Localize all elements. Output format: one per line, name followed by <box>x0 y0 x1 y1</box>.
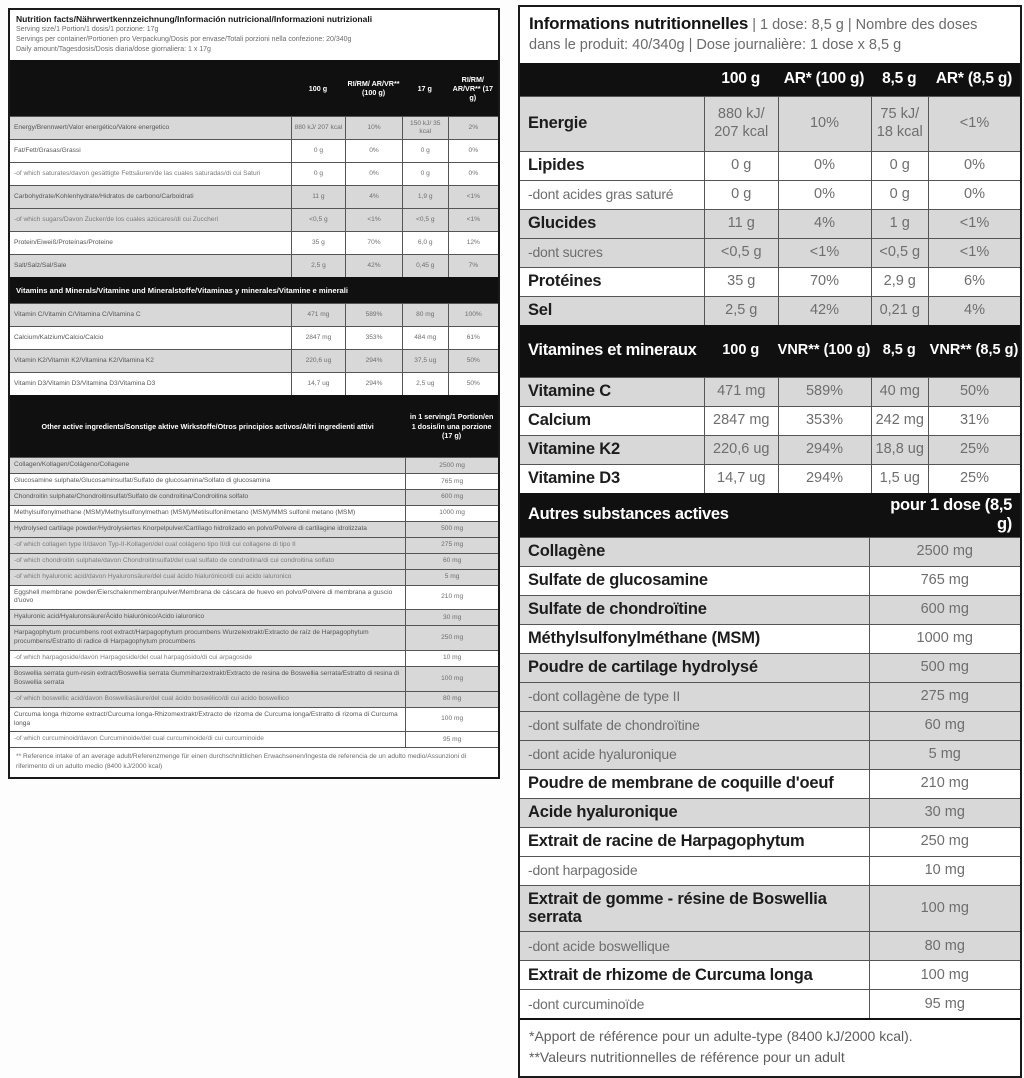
left-panel-header <box>10 10 498 60</box>
row-value: 95 mg <box>405 732 498 747</box>
row-value: 10 mg <box>869 857 1021 885</box>
table-row <box>10 303 498 326</box>
row-value: 250 mg <box>869 828 1021 856</box>
row-value: 6% <box>928 268 1020 296</box>
row-label: -of which harpagoside/davon Harpagoside/del cual harpagósido/di cui arpagoside <box>14 654 252 662</box>
table-row <box>10 372 498 395</box>
row-value: 210 mg <box>869 770 1021 798</box>
table-row <box>10 457 498 473</box>
table-row <box>10 231 498 254</box>
row-value: 30 mg <box>405 610 498 625</box>
row-label: -of which boswellic acid/davon Boswelliasäure/del cual ácido boswélico/di cui acido boswellico <box>14 694 289 702</box>
row-value: 10% <box>345 117 402 139</box>
row-value: 250 mg <box>405 626 498 650</box>
row-value: 50% <box>928 378 1020 406</box>
table-row <box>10 208 498 231</box>
row-label: Calcium/Kalzium/Calcio/Calcio <box>14 334 104 342</box>
row-value: 2,5 g <box>291 255 346 277</box>
row-value: 100 mg <box>869 961 1021 989</box>
row-value: 220,6 ug <box>704 436 778 464</box>
row-value: 484 mg <box>402 327 448 349</box>
row-value: 7% <box>448 255 498 277</box>
row-label: Sulfate de chondroïtine <box>528 600 707 619</box>
row-value: <1% <box>778 239 871 267</box>
row-value: 0 g <box>871 152 929 180</box>
row-label: -dont sucres <box>528 244 603 261</box>
row-value: 80 mg <box>402 304 448 326</box>
row-value: 1000 mg <box>405 506 498 521</box>
vit-col-vnr-8-5g: VNR** (8,5 g) <box>929 342 1019 359</box>
row-value: 10% <box>778 97 871 151</box>
row-value: 100 mg <box>405 708 498 732</box>
col-ri-17g: RI/RM/ AR/VR** (17 g) <box>452 74 493 102</box>
table-row <box>520 885 1020 932</box>
row-label: -dont acide hyaluronique <box>528 746 677 763</box>
row-value: 61% <box>448 327 498 349</box>
table-row <box>10 707 498 732</box>
row-label: -dont harpagoside <box>528 862 638 879</box>
row-value: 2,9 g <box>871 268 929 296</box>
left-actives-amount-header: in 1 serving/1 Portion/en 1 dosis/in una porzione (17 g) <box>409 412 494 441</box>
table-row <box>520 96 1020 151</box>
col-100g: 100 g <box>721 70 761 87</box>
table-row <box>10 731 498 747</box>
row-value: 500 mg <box>405 522 498 537</box>
row-value: <0,5 g <box>704 239 778 267</box>
right-actives-amount-header: pour 1 dose (8,5 g) <box>890 495 1012 533</box>
row-value: 31% <box>928 407 1020 435</box>
table-row <box>520 209 1020 238</box>
row-value: 14,7 ug <box>291 373 346 395</box>
row-label: Vitamine C <box>528 382 611 401</box>
row-label: -of which collagen type II/davon Typ-II-Kollagen/del cual colágeno tipo II/di cui collagene di tipo II <box>14 540 296 548</box>
right-panel-header <box>520 7 1020 63</box>
left-actives-title: Other active ingredients/Sonstige aktive Wirkstoffe/Otros principios activos/Altri ingredienti attivi <box>41 421 374 431</box>
table-row <box>520 960 1020 989</box>
row-value: 275 mg <box>869 683 1021 711</box>
row-label: Salt/Salz/Sal/Sale <box>14 262 67 270</box>
col-8-5g: 8,5 g <box>882 70 917 87</box>
row-value: 25% <box>928 436 1020 464</box>
row-label: Hydrolysed cartilage powder/Hydrolysiertes Knorpelpulver/Cartílago hidrolizado en polvo/Polvere di cartilagine idrolizzata <box>14 525 367 533</box>
row-label: -dont acide boswellique <box>528 938 670 955</box>
row-value: 0% <box>778 181 871 209</box>
row-label: Extrait de racine de Harpagophytum <box>528 832 805 851</box>
row-label: Poudre de cartilage hydrolysé <box>528 658 758 677</box>
servings-per-container-line: Servings per container/Portionen pro Verpackung/Dosis por envase/Totali porzioni nella confezione: 20/340g <box>16 36 352 44</box>
vit-col-100g: 100 g <box>722 342 760 359</box>
row-value: 0% <box>448 140 498 162</box>
row-value: 150 kJ/ 35 kcal <box>402 117 448 139</box>
table-row <box>10 537 498 553</box>
row-label: Méthylsulfonylméthane (MSM) <box>528 629 761 648</box>
row-value: 100 mg <box>869 886 1021 932</box>
row-value: 37,5 ug <box>402 350 448 372</box>
table-row <box>520 238 1020 267</box>
row-value: 75 kJ/ 18 kcal <box>871 97 929 151</box>
row-label: Methylsulfonylmethane (MSM)/Methylsulfonylmethan (MSM)/Metilsulfonilmetano (MSM)/MMS sulfonil metano (MSM) <box>14 509 356 517</box>
row-value: 2500 mg <box>405 458 498 473</box>
row-value: <0,5 g <box>871 239 929 267</box>
table-row <box>10 473 498 489</box>
row-value: <1% <box>448 186 498 208</box>
left-actives-header-bar <box>10 395 498 457</box>
row-value: <1% <box>345 209 402 231</box>
row-label: -dont curcuminoïde <box>528 996 645 1013</box>
col-ar-100g: AR* (100 g) <box>783 70 865 87</box>
row-value: 353% <box>345 327 402 349</box>
col-ar-8-5g: AR* (8,5 g) <box>935 70 1013 87</box>
table-row <box>10 521 498 537</box>
row-value: 294% <box>345 373 402 395</box>
col-ri-100g: RI/RM/ AR/VR** (100 g) <box>347 79 400 98</box>
table-row <box>10 489 498 505</box>
row-value: 100% <box>448 304 498 326</box>
row-label: Acide hyaluronique <box>528 803 678 822</box>
row-label: Boswellia serrata gum-resin extract/Boswellia serrata Gummiharzextrakt/Extracto de resina de Boswellia serrata/Estratto di resina di Boswellia serrata <box>14 669 400 686</box>
table-row <box>10 162 498 185</box>
row-label: -of which saturates/davon gesättigte Fettsäuren/de las cuales saturadas/di cui Saturi <box>14 170 261 178</box>
left-panel-title: Nutrition facts/Nährwertkennzeichnung/Información nutricional/Informazioni nutrizionali <box>16 14 373 24</box>
table-row <box>520 624 1020 653</box>
row-value: 2,5 g <box>704 297 778 325</box>
table-row <box>520 989 1020 1018</box>
row-label: Protein/Eiweiß/Proteínas/Proteine <box>14 239 113 247</box>
table-row <box>520 296 1020 325</box>
row-label: Chondroitin sulphate/Chondroitinsulfat/Sulfato de condroitina/Condroitina solfato <box>14 493 249 501</box>
row-value: 30 mg <box>869 799 1021 827</box>
row-value: 1 g <box>871 210 929 238</box>
row-value: 100 mg <box>405 667 498 691</box>
row-value: 5 mg <box>869 741 1021 769</box>
row-value: 0 g <box>704 152 778 180</box>
vit-col-vnr-100g: VNR** (100 g) <box>777 342 871 359</box>
row-label: -of which sugars/Davon Zucker/de los cuales azúcares/di cui Zuccheri <box>14 216 219 224</box>
row-value: 35 g <box>704 268 778 296</box>
table-row <box>520 856 1020 885</box>
right-panel-title: Informations nutritionnelles <box>529 14 749 33</box>
table-row <box>520 711 1020 740</box>
row-value: 1,5 ug <box>871 465 929 493</box>
row-label: Vitamin D3/Vitamin D3/Vitamina D3/Vitamina D3 <box>14 380 156 388</box>
row-value: 0 g <box>402 140 448 162</box>
row-value: 589% <box>778 378 871 406</box>
row-value: 220,6 ug <box>291 350 346 372</box>
table-row <box>520 377 1020 406</box>
table-row <box>10 609 498 625</box>
row-label: Extrait de gomme - résine de Boswellia serrata <box>528 889 827 927</box>
table-row <box>520 595 1020 624</box>
table-row <box>10 691 498 707</box>
row-value: 0% <box>778 152 871 180</box>
row-value: 4% <box>345 186 402 208</box>
row-value: 12% <box>448 232 498 254</box>
row-value: 0,45 g <box>402 255 448 277</box>
row-value: 0 g <box>704 181 778 209</box>
row-value: 6,0 g <box>402 232 448 254</box>
row-value: 70% <box>345 232 402 254</box>
row-label: Energie <box>528 114 588 133</box>
row-label: Curcuma longa rhizome extract/Curcuma longa-Rhizomextrakt/Extracto de rizoma de Curcuma longa/Estratto di rizoma di Curcuma longa <box>14 710 398 727</box>
row-value: 50% <box>448 350 498 372</box>
row-label: Carbohydrate/Kohlenhydrate/Hidratos de carbono/Carboidrati <box>14 193 194 201</box>
row-value: 2500 mg <box>869 538 1021 566</box>
row-value: 589% <box>345 304 402 326</box>
row-label: Calcium <box>528 411 591 430</box>
row-value: 600 mg <box>869 596 1021 624</box>
left-vitamins-table <box>10 303 498 395</box>
row-value: 4% <box>778 210 871 238</box>
table-row <box>520 464 1020 493</box>
row-label: Collagène <box>528 542 606 561</box>
row-label: Collagen/Kollagen/Colágeno/Collagene <box>14 461 130 469</box>
table-row <box>10 349 498 372</box>
table-row <box>520 931 1020 960</box>
row-value: 11 g <box>704 210 778 238</box>
table-row <box>520 682 1020 711</box>
row-value: 1000 mg <box>869 625 1021 653</box>
table-row <box>520 151 1020 180</box>
row-value: 0 g <box>402 163 448 185</box>
row-value: 600 mg <box>405 490 498 505</box>
empty-header-cell <box>10 86 291 90</box>
row-value: 1,9 g <box>402 186 448 208</box>
row-value: 294% <box>778 436 871 464</box>
table-row <box>10 185 498 208</box>
col-100g: 100 g <box>308 83 328 93</box>
multilingual-nutrition-panel <box>8 8 500 779</box>
row-value: 765 mg <box>869 567 1021 595</box>
row-value: 2847 mg <box>704 407 778 435</box>
row-value: 10 mg <box>405 651 498 666</box>
row-label: -of which chondroitin sulphate/davon Chondroitinsulfat/del cual sulfato de condroitina/di cui condroitina solfato <box>14 556 334 564</box>
left-vitamins-header-bar: Vitamins and Minerals/Vitamine und Mineralstoffe/Vitaminas y minerales/Vitamine e minerali <box>10 277 498 303</box>
row-value: <0,5 g <box>402 209 448 231</box>
row-label: Sel <box>528 301 553 320</box>
row-value: 70% <box>778 268 871 296</box>
table-row <box>10 326 498 349</box>
row-value: 880 kJ/ 207 kcal <box>704 97 778 151</box>
row-label: Vitamin K2/Vitamin K2/Vitamina K2/Vitamina K2 <box>14 357 154 365</box>
row-value: <1% <box>928 239 1020 267</box>
row-value: 0 g <box>871 181 929 209</box>
row-value: 765 mg <box>405 474 498 489</box>
row-value: 42% <box>778 297 871 325</box>
table-row <box>520 653 1020 682</box>
table-row <box>10 139 498 162</box>
row-value: 4% <box>928 297 1020 325</box>
table-row <box>520 798 1020 827</box>
right-vitamins-title: Vitamines et mineraux <box>528 341 697 360</box>
table-row <box>10 585 498 610</box>
table-row <box>520 769 1020 798</box>
row-value: 294% <box>345 350 402 372</box>
table-row <box>520 827 1020 856</box>
row-value: 242 mg <box>871 407 929 435</box>
row-value: 500 mg <box>869 654 1021 682</box>
row-label: Vitamine D3 <box>528 469 620 488</box>
row-value: 2847 mg <box>291 327 346 349</box>
row-value: 2,5 ug <box>402 373 448 395</box>
table-row <box>520 537 1020 566</box>
row-label: Glucides <box>528 214 597 233</box>
row-value: 11 g <box>291 186 346 208</box>
right-panel-title-rest: | 1 dose: 8,5 g | Nombre des doses dans le produit: 40/340g | Dose journalière: 1 dose x 8,5 g <box>529 17 978 53</box>
row-value: 2% <box>448 117 498 139</box>
right-vitamins-header-bar <box>520 325 1020 377</box>
left-nutrition-table <box>10 116 498 277</box>
row-value: <1% <box>928 97 1020 151</box>
row-value: 95 mg <box>869 990 1021 1018</box>
row-value: 14,7 ug <box>704 465 778 493</box>
table-row <box>10 116 498 139</box>
table-row <box>520 267 1020 296</box>
row-value: 40 mg <box>871 378 929 406</box>
row-label: Hyaluronic acid/Hyaluronsäure/Ácido hialurónico/Acido ialuronico <box>14 613 205 621</box>
row-value: 50% <box>448 373 498 395</box>
left-footnote: ** Reference intake of an average adult/Referenzmenge für einen durchschnittlichen Erwachsenen/Ingesta de referencia de un adulto medio/Assunzioni di riferimento di un adulto medio (8400 kJ/2000 kcal) <box>10 747 498 777</box>
french-nutrition-panel <box>518 5 1022 1078</box>
right-actives-header-bar <box>520 493 1020 537</box>
table-row <box>520 566 1020 595</box>
row-value: 471 mg <box>704 378 778 406</box>
row-label: -dont acides gras saturé <box>528 186 674 203</box>
table-row <box>520 180 1020 209</box>
row-label: Fat/Fett/Grasas/Grassi <box>14 147 81 155</box>
row-label: Harpagophytum procumbens root extract/Harpagophytum procumbens Wurzelextrakt/Extracto de raíz de Harpagophytum procumbens/Estratto di radice di Harpagophytum procumbens <box>14 629 369 646</box>
row-label: -dont collagène de type II <box>528 688 681 705</box>
row-value: <1% <box>448 209 498 231</box>
row-label: Protéines <box>528 272 602 291</box>
row-value: 60 mg <box>869 712 1021 740</box>
row-value: 25% <box>928 465 1020 493</box>
row-value: 0,21 g <box>871 297 929 325</box>
row-label: Lipides <box>528 156 585 175</box>
left-actives-table <box>10 457 498 747</box>
row-label: -of which hyaluronic acid/davon Hyaluronsäure/del cual ácido hialurónico/di cui acido ialuronico <box>14 572 292 580</box>
row-label: Sulfate de glucosamine <box>528 571 708 590</box>
row-value: 210 mg <box>405 586 498 610</box>
row-value: 80 mg <box>869 932 1021 960</box>
table-row <box>10 553 498 569</box>
right-nutrition-table <box>520 96 1020 325</box>
row-label: Eggshell membrane powder/Eierschalenmembranpulver/Membrana de cáscara de huevo en polvo/Polvere di membrana a guscio d'uovo <box>14 588 393 605</box>
row-value: 42% <box>345 255 402 277</box>
row-value: 80 mg <box>405 692 498 707</box>
table-row <box>520 740 1020 769</box>
row-value: 18,8 ug <box>871 436 929 464</box>
table-row <box>10 505 498 521</box>
serving-size-line: Serving size/1 Portion/1 dosis/1 porzione: 17g <box>16 26 159 34</box>
row-value: 294% <box>778 465 871 493</box>
row-value: 5 mg <box>405 570 498 585</box>
right-vitamins-table <box>520 377 1020 493</box>
row-value: 275 mg <box>405 538 498 553</box>
row-value: 353% <box>778 407 871 435</box>
row-value: 0 g <box>291 163 346 185</box>
right-footnote <box>520 1018 1020 1076</box>
vit-col-8-5g: 8,5 g <box>882 342 916 359</box>
right-actives-title: Autres substances actives <box>528 505 729 523</box>
row-value: 880 kJ/ 207 kcal <box>291 117 346 139</box>
row-value: 0% <box>345 140 402 162</box>
left-nutrition-column-header-bar <box>10 60 498 116</box>
row-value: 60 mg <box>405 554 498 569</box>
table-row <box>520 435 1020 464</box>
daily-amount-line: Daily amount/Tagesdosis/Dosis diaria/dose giornaliera: 1 x 17g <box>16 46 211 54</box>
table-row <box>10 666 498 691</box>
row-value: 0 g <box>291 140 346 162</box>
table-row <box>520 406 1020 435</box>
row-value: <0,5 g <box>291 209 346 231</box>
row-value: 35 g <box>291 232 346 254</box>
row-label: -dont sulfate de chondroïtine <box>528 717 700 734</box>
table-row <box>10 569 498 585</box>
row-label: Vitamine K2 <box>528 440 620 459</box>
row-value: 0% <box>345 163 402 185</box>
row-label: Extrait de rhizome de Curcuma longa <box>528 965 813 984</box>
row-label: Glucosamine sulphate/Glucosaminsulfat/Sulfato de glucosamina/Solfato di glucosamina <box>14 477 271 485</box>
col-17g: 17 g <box>417 83 432 93</box>
footnote-line-2: **Valeurs nutritionnelles de référence pour un adult <box>529 1049 845 1066</box>
row-value: 471 mg <box>291 304 346 326</box>
row-label: Vitamin C/Vitamin C/Vitamina C/Vitamina C <box>14 311 141 319</box>
row-value: <1% <box>928 210 1020 238</box>
table-row <box>10 650 498 666</box>
row-label: -of which curcuminoid/davon Curcuminoide/del cual curcuminoide/di cui curcuminoide <box>14 735 264 743</box>
table-row <box>10 625 498 650</box>
row-label: Poudre de membrane de coquille d'oeuf <box>528 774 834 793</box>
footnote-line-1: *Apport de référence pour un adulte-type (8400 kJ/2000 kcal). <box>529 1028 913 1045</box>
row-value: 0% <box>448 163 498 185</box>
row-value: 0% <box>928 181 1020 209</box>
row-label: Energy/Brennwert/Valor energético/Valore energetico <box>14 124 170 132</box>
right-actives-table <box>520 537 1020 1019</box>
right-nutrition-column-header-bar <box>520 63 1020 96</box>
table-row <box>10 254 498 277</box>
row-value: 0% <box>928 152 1020 180</box>
